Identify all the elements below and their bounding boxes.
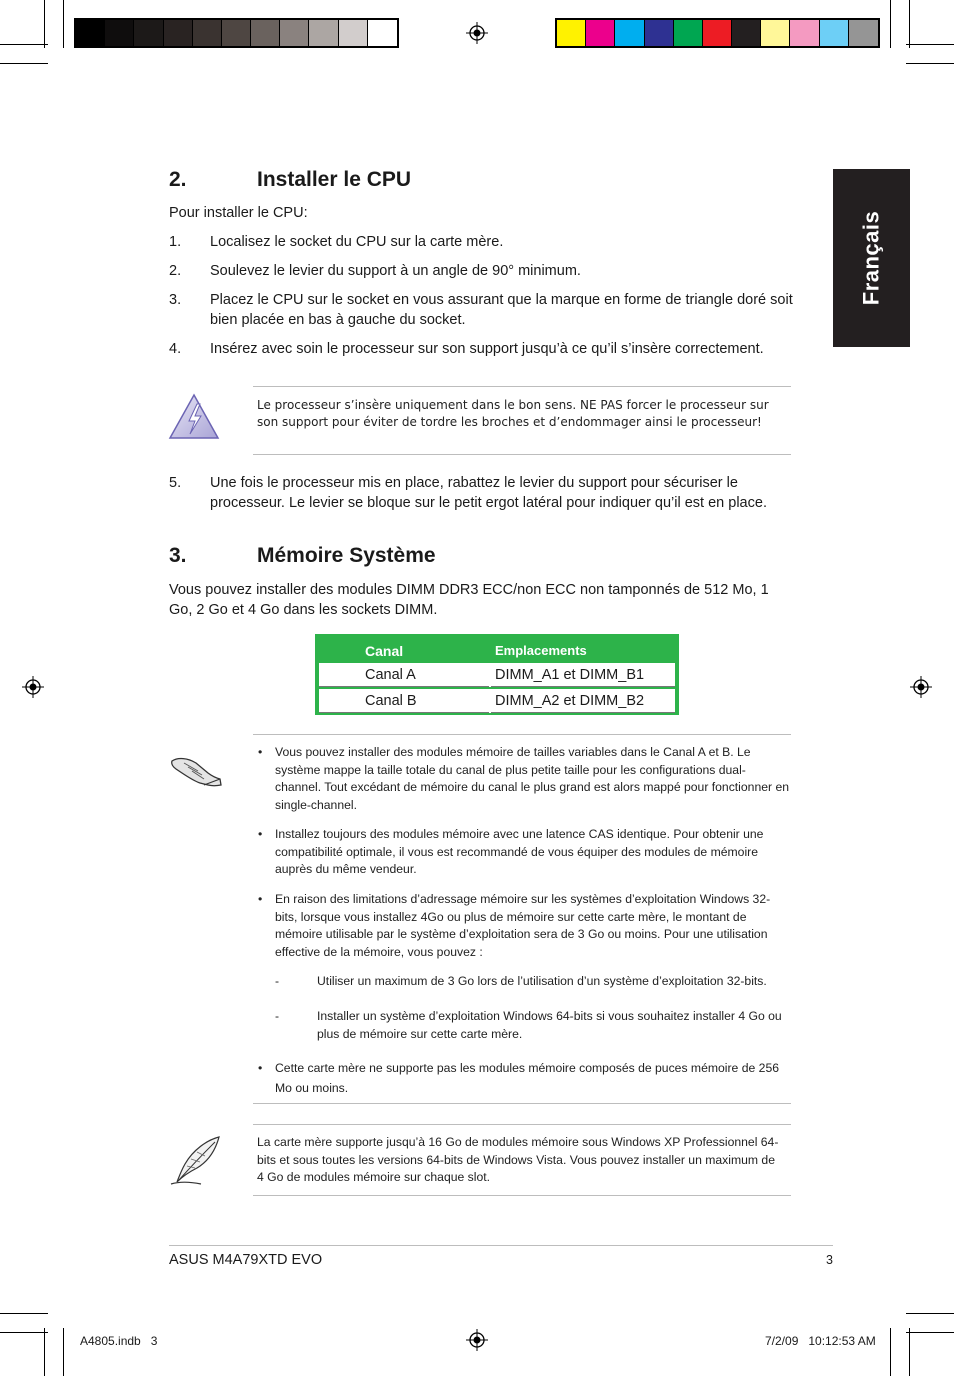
registration-mark-icon bbox=[466, 1329, 488, 1351]
crop-mark bbox=[906, 63, 954, 64]
crop-mark bbox=[906, 1332, 954, 1333]
table-header-cell: Canal bbox=[365, 642, 404, 659]
section-2-title: Installer le CPU bbox=[257, 168, 412, 191]
note-text: Cette carte mère ne supporte pas les modules mémoire composés de puces mémoire de 256 Mo ou moins. bbox=[275, 1061, 780, 1095]
crop-mark bbox=[44, 1328, 45, 1376]
registration-mark-icon bbox=[22, 676, 44, 698]
crop-mark bbox=[0, 1332, 48, 1333]
color-swatch bbox=[76, 20, 105, 46]
crop-mark bbox=[44, 0, 45, 48]
slug-datetime: 7/2/09 10:12:53 AM bbox=[765, 1334, 876, 1348]
color-swatch bbox=[645, 20, 674, 46]
color-swatch bbox=[222, 20, 251, 46]
note-text: Vous pouvez installer des modules mémoire de tailles variables dans le Canal A et B. Le système mappe la taille totale du canal de plus petite taille pour les configurations dual-channel. Tout excédant de mémoire du canal le plus grand est alors mappé pour fonctionner en single-channel. bbox=[275, 745, 790, 812]
crop-mark bbox=[63, 1328, 64, 1376]
table-cell: DIMM_A2 et DIMM_B2 bbox=[491, 689, 675, 713]
table-row bbox=[319, 663, 675, 687]
color-swatch bbox=[557, 20, 586, 46]
bullet-marker: • bbox=[258, 1061, 263, 1075]
crop-mark bbox=[0, 44, 48, 45]
color-swatch bbox=[164, 20, 193, 46]
crop-mark bbox=[906, 44, 954, 45]
bullet-marker: • bbox=[258, 892, 263, 906]
section-3-intro: Vous pouvez installer des modules DIMM DDR3 ECC/non ECC non tamponnés de 512 Mo, 1 Go, 2 Go et 4 Go dans les sockets DIMM. bbox=[169, 582, 769, 618]
table-header bbox=[319, 638, 675, 663]
step-text: Localisez le socket du CPU sur la carte mère. bbox=[210, 234, 504, 250]
dash-marker: - bbox=[275, 1009, 280, 1023]
crop-mark bbox=[909, 1328, 910, 1376]
table-header-cell: Emplacements bbox=[495, 643, 587, 658]
language-tab bbox=[833, 169, 910, 347]
color-swatch bbox=[134, 20, 163, 46]
crop-mark bbox=[909, 0, 910, 48]
color-swatch bbox=[105, 20, 134, 46]
step-number: 3. bbox=[169, 292, 182, 308]
color-swatch bbox=[280, 20, 309, 46]
step-5 bbox=[169, 473, 794, 513]
section-3-heading bbox=[169, 544, 769, 570]
step-3 bbox=[169, 290, 794, 330]
footer-divider bbox=[169, 1245, 833, 1246]
color-swatch bbox=[309, 20, 338, 46]
note-bullet bbox=[258, 744, 790, 814]
table-cell: DIMM_A1 et DIMM_B1 bbox=[491, 663, 675, 687]
section-3-title: Mémoire Système bbox=[257, 544, 436, 567]
section-2-heading bbox=[169, 168, 769, 194]
note-bullet bbox=[258, 891, 790, 961]
section-2-intro: Pour installer le CPU: bbox=[169, 205, 308, 221]
dimm-channel-table bbox=[315, 634, 679, 715]
table-cell: Canal A bbox=[319, 663, 489, 687]
step-2 bbox=[169, 261, 794, 281]
crop-mark bbox=[0, 1313, 48, 1314]
crop-mark bbox=[890, 1328, 891, 1376]
slug-file: A4805.indb 3 bbox=[80, 1334, 158, 1348]
warning-text: Le processeur s’insère uniquement dans le bon sens. NE PAS forcer le processeur sur son support pour éviter de tordre les broches et d’endommager ainsi le processeur! bbox=[257, 398, 769, 429]
sub-note-text: Utiliser un maximum de 3 Go lors de l’utilisation d’un système d’exploitation 32-bits. bbox=[317, 974, 767, 988]
bullet-marker: • bbox=[258, 827, 263, 841]
table-row bbox=[319, 689, 675, 713]
color-swatch bbox=[674, 20, 703, 46]
color-swatch bbox=[586, 20, 615, 46]
footer-product: ASUS M4A79XTD EVO bbox=[169, 1252, 323, 1268]
step-number: 5. bbox=[169, 475, 182, 491]
sub-note bbox=[275, 973, 790, 1008]
color-swatch bbox=[761, 20, 790, 46]
color-swatch bbox=[368, 20, 397, 46]
table-cell: Canal B bbox=[319, 689, 489, 713]
step-4 bbox=[169, 339, 794, 359]
step-text: Une fois le processeur mis en place, rabattez le levier du support pour sécuriser le processeur. Le levier se bloque sur le petit ergot latéral pour indiquer qu’il est en place. bbox=[210, 475, 767, 511]
step-text: Soulevez le levier du support à un angle de 90° minimum. bbox=[210, 263, 581, 279]
crop-mark bbox=[906, 1313, 954, 1314]
step-1 bbox=[169, 232, 794, 252]
color-swatch bbox=[339, 20, 368, 46]
color-swatch bbox=[703, 20, 732, 46]
dash-marker: - bbox=[275, 974, 280, 988]
cmyk-color-bar bbox=[555, 18, 880, 48]
tip-text: La carte mère supporte jusqu’à 16 Go de modules mémoire sous Windows XP Professionnel 64-bits et sous toutes les versions 64-bits de Windows Vista. Vous pouvez installer un maximum de 4 Go de modules mémoire sur chaque slot. bbox=[257, 1135, 779, 1184]
warning-box bbox=[253, 386, 791, 455]
note-bullet bbox=[258, 826, 790, 879]
footer-page-number: 3 bbox=[826, 1253, 833, 1267]
warning-triangle-icon bbox=[167, 392, 221, 442]
sub-note-text: Installer un système d’exploitation Windows 64-bits si vous souhaitez installer 4 Go ou plus de mémoire sur cette carte mère. bbox=[317, 1009, 782, 1041]
crop-mark bbox=[890, 0, 891, 48]
crop-mark bbox=[0, 63, 48, 64]
color-swatch bbox=[251, 20, 280, 46]
crop-mark bbox=[63, 0, 64, 48]
color-swatch bbox=[615, 20, 644, 46]
step-text: Insérez avec soin le processeur sur son support jusqu’à ce qu’il s’insère correctement. bbox=[210, 341, 764, 357]
note-text: Installez toujours des modules mémoire avec une latence CAS identique. Pour obtenir une compatibilité optimale, il vous est recommandé de vous équiper des modules de mémoire auprès du même vendeur. bbox=[275, 827, 764, 876]
quill-pen-icon bbox=[167, 1134, 225, 1188]
color-swatch bbox=[732, 20, 761, 46]
step-number: 1. bbox=[169, 234, 182, 250]
registration-mark-icon bbox=[910, 676, 932, 698]
sub-note bbox=[275, 1008, 790, 1043]
bullet-marker: • bbox=[258, 745, 263, 759]
color-swatch bbox=[849, 20, 878, 46]
hand-icon bbox=[168, 749, 226, 793]
color-swatch bbox=[193, 20, 222, 46]
grayscale-color-bar bbox=[74, 18, 399, 48]
language-tab-label: Français bbox=[858, 210, 884, 306]
step-text: Placez le CPU sur le socket en vous assurant que la marque en forme de triangle doré soit bien placée en bas à gauche du socket. bbox=[210, 292, 793, 328]
step-number: 2. bbox=[169, 263, 182, 279]
section-3-number: 3. bbox=[169, 544, 187, 567]
registration-mark-icon bbox=[466, 22, 488, 44]
note-bullet bbox=[258, 1058, 790, 1094]
color-swatch bbox=[790, 20, 819, 46]
step-number: 4. bbox=[169, 341, 182, 357]
color-swatch bbox=[820, 20, 849, 46]
section-2-number: 2. bbox=[169, 168, 187, 191]
tip-box bbox=[253, 1124, 791, 1196]
note-text: En raison des limitations d’adressage mémoire sur les systèmes d’exploitation Windows 32-bits, lorsque vous installez 4Go ou plus de mémoire sur cette carte mère, le montant de mémoire utilisable par le système d’exploitation sera de 3 Go ou moins. Pour une utilisation effective de la mémoire, vous pouvez : bbox=[275, 892, 771, 959]
